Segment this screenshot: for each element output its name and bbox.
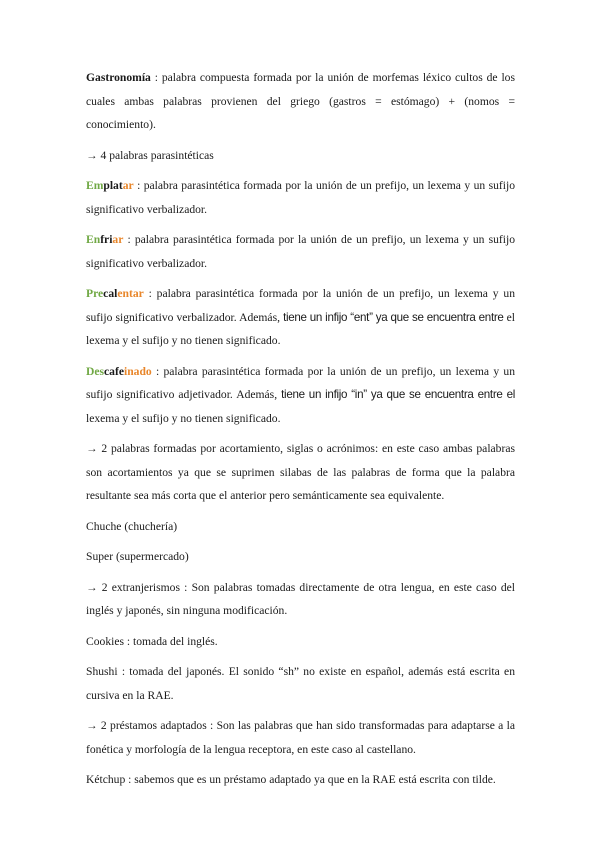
lexeme: cafe xyxy=(104,364,124,378)
arrow-icon: → xyxy=(86,719,98,732)
suffix: ar xyxy=(132,287,144,300)
paragraph-extranjerismos xyxy=(86,576,515,623)
paragraph-super xyxy=(86,545,515,569)
document-body xyxy=(86,66,515,799)
paragraph-prestamos xyxy=(86,714,515,761)
definition-text: : palabra parasintética formada por la unión de un prefijo, un lexema y un sufijo significativo verbalizador. Además, xyxy=(86,287,515,324)
lexeme: fri xyxy=(100,233,113,246)
infix-note: tiene un infijo “ent” ya que se encuentra entre xyxy=(283,310,504,324)
lexeme: cal xyxy=(103,287,118,300)
prefix: Pre xyxy=(86,287,104,300)
infix: in xyxy=(123,364,134,378)
arrow-icon: → xyxy=(86,148,98,162)
suffix: ado xyxy=(133,364,152,378)
paragraph-ketchup xyxy=(86,768,515,792)
suffix: ar xyxy=(112,233,124,246)
arrow-icon: → xyxy=(86,442,98,455)
definition-text: : palabra compuesta formada por la unión de morfemas léxico cultos de los cuales ambas palabras provienen del griego (gastros = estómago) + (nomos = conocimiento). xyxy=(86,71,515,131)
paragraph-shushi xyxy=(86,660,515,707)
section-text: 2 extranjerismos : Son palabras tomadas directamente de otra lengua, en este caso del inglés y japonés, sin ninguna modificación. xyxy=(86,580,515,617)
infix: ent xyxy=(117,287,133,300)
definition-text: : palabra parasintética formada por la unión de un prefijo, un lexema y un sufijo significativo adjetivador. Además, xyxy=(86,364,515,401)
prefix: En xyxy=(86,233,101,246)
definition-text: : palabra parasintética formada por la unión de un prefijo, un lexema y un sufijo significativo verbalizador. xyxy=(86,179,515,216)
prefix: Em xyxy=(86,179,104,192)
suffix: ar xyxy=(122,179,134,192)
example-text: Super (supermercado) xyxy=(86,550,189,563)
prefix: Des xyxy=(86,364,105,378)
arrow-icon: → xyxy=(86,580,98,594)
section-text: 2 préstamos adaptados : Son las palabras que han sido transformadas para adaptarse a la fonética y morfología de la lengua receptora, en este caso al castellano. xyxy=(86,719,515,756)
example-text: Chuche (chuchería) xyxy=(86,519,178,533)
infix-note: tiene un infijo “in” ya que se encuentra entre el xyxy=(281,388,516,401)
section-text: 4 palabras parasintéticas xyxy=(97,148,214,162)
paragraph-precalentar xyxy=(86,282,515,353)
example-text: Cookies : tomada del inglés. xyxy=(86,634,218,648)
paragraph-cookies xyxy=(86,630,515,654)
paragraph-parasinteticas-heading xyxy=(86,144,515,168)
definition-tail: el lexema y el sufijo y no tienen significado. xyxy=(86,310,516,347)
paragraph-descafeinado xyxy=(86,360,515,431)
paragraph-chuche xyxy=(86,515,515,539)
term-gastronomia: Gastronomía xyxy=(86,71,151,84)
example-text: Kétchup : sabemos que es un préstamo adaptado ya que en la RAE está escrita con tilde. xyxy=(86,773,496,786)
paragraph-emplatar xyxy=(86,174,515,221)
paragraph-acortamiento xyxy=(86,437,515,508)
section-text: 2 palabras formadas por acortamiento, siglas o acrónimos: en este caso ambas palabras son acortamientos ya que se suprimen silabas de las palabras de forma que la palabra resultante sea más corta que el anterior pero semánticamente sea equivalente. xyxy=(86,442,515,502)
lexeme: plat xyxy=(103,179,123,192)
definition-tail: lexema y el sufijo y no tienen significado. xyxy=(86,411,281,425)
example-text: Shushi : tomada del japonés. El sonido “sh” no existe en español, además está escrita en cursiva en la RAE. xyxy=(86,665,515,702)
paragraph-gastronomia xyxy=(86,66,515,137)
definition-text: : palabra parasintética formada por la unión de un prefijo, un lexema y un sufijo significativo verbalizador. xyxy=(86,233,515,270)
paragraph-enfriar xyxy=(86,228,515,275)
